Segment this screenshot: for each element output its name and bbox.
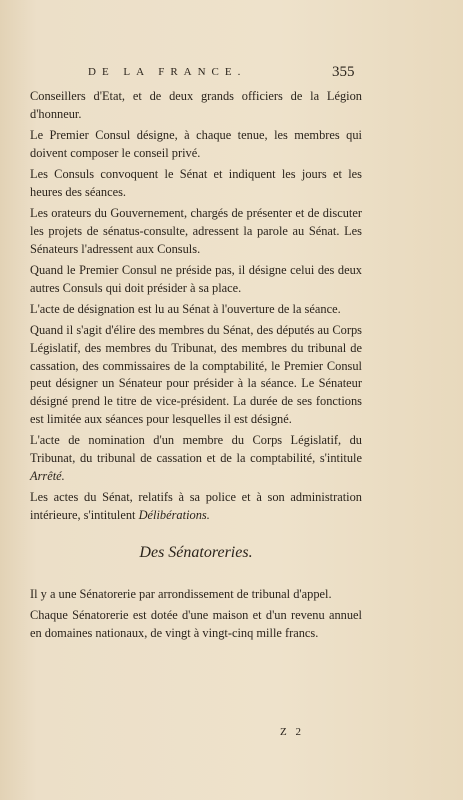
paragraph: Les orateurs du Gouvernement, chargés de présenter et de discuter les projets de sénatus-consulte, adressent la parole au Sénat. Les Sénateurs l'adressent aux Consuls. [30,205,362,256]
italic-term: Arrêté. [30,468,65,483]
body-text [30,88,362,646]
paragraph: Quand il s'agit d'élire des membres du Sénat, des députés au Corps Législatif, des membres du Tribunat, des membres du tribunal de cassation, des commissaires de la comptabilité, le Premier Consul peut désigner un Sénateur pour présider à la séance. Le Sénateur désigné prend le titre de vice-président. La durée de ses fonctions est limitée aux séances pour lesquelles il est désigné. [30,322,362,426]
section-title: Des Sénatoreries. [139,544,253,562]
paragraph-text: Les actes du Sénat, relatifs à sa police et à son administration intérieure, s'intitulent [30,489,362,522]
paragraph: Chaque Sénatorerie est dotée d'une maison et d'un revenu annuel en domaines nationaux, de vingt à vingt-cinq mille francs. [30,608,362,641]
paragraph: Quand le Premier Consul ne préside pas, il désigne celui des deux autres Consuls qui doit présider à sa place. [30,262,362,295]
paragraph-deliberations [30,489,362,525]
italic-term: Délibérations. [138,507,210,522]
paragraph: Les Consuls convoquent le Sénat et indiquent les jours et les heures des séances. [30,166,362,199]
paragraph: Conseillers d'Etat, et de deux grands officiers de la Légion d'honneur. [30,89,362,121]
page-number: 355 [332,64,355,80]
running-head: DE LA FRANCE. [88,66,247,78]
paragraph-arrete [30,432,362,485]
paragraph: L'acte de désignation est lu au Sénat à l'ouverture de la séance. [30,301,341,316]
paragraph-text: L'acte de nomination d'un membre du Corps Législatif, du Tribunat, du tribunal de cassation et de la comptabilité, s'intitule [30,433,362,465]
paragraph: Il y a une Sénatorerie par arrondissement de tribunal d'appel. [30,587,332,602]
signature-mark: Z 2 [280,726,304,738]
page-header [0,64,463,84]
paragraph: Le Premier Consul désigne, à chaque tenue, les membres qui doivent composer le conseil privé. [30,127,362,160]
